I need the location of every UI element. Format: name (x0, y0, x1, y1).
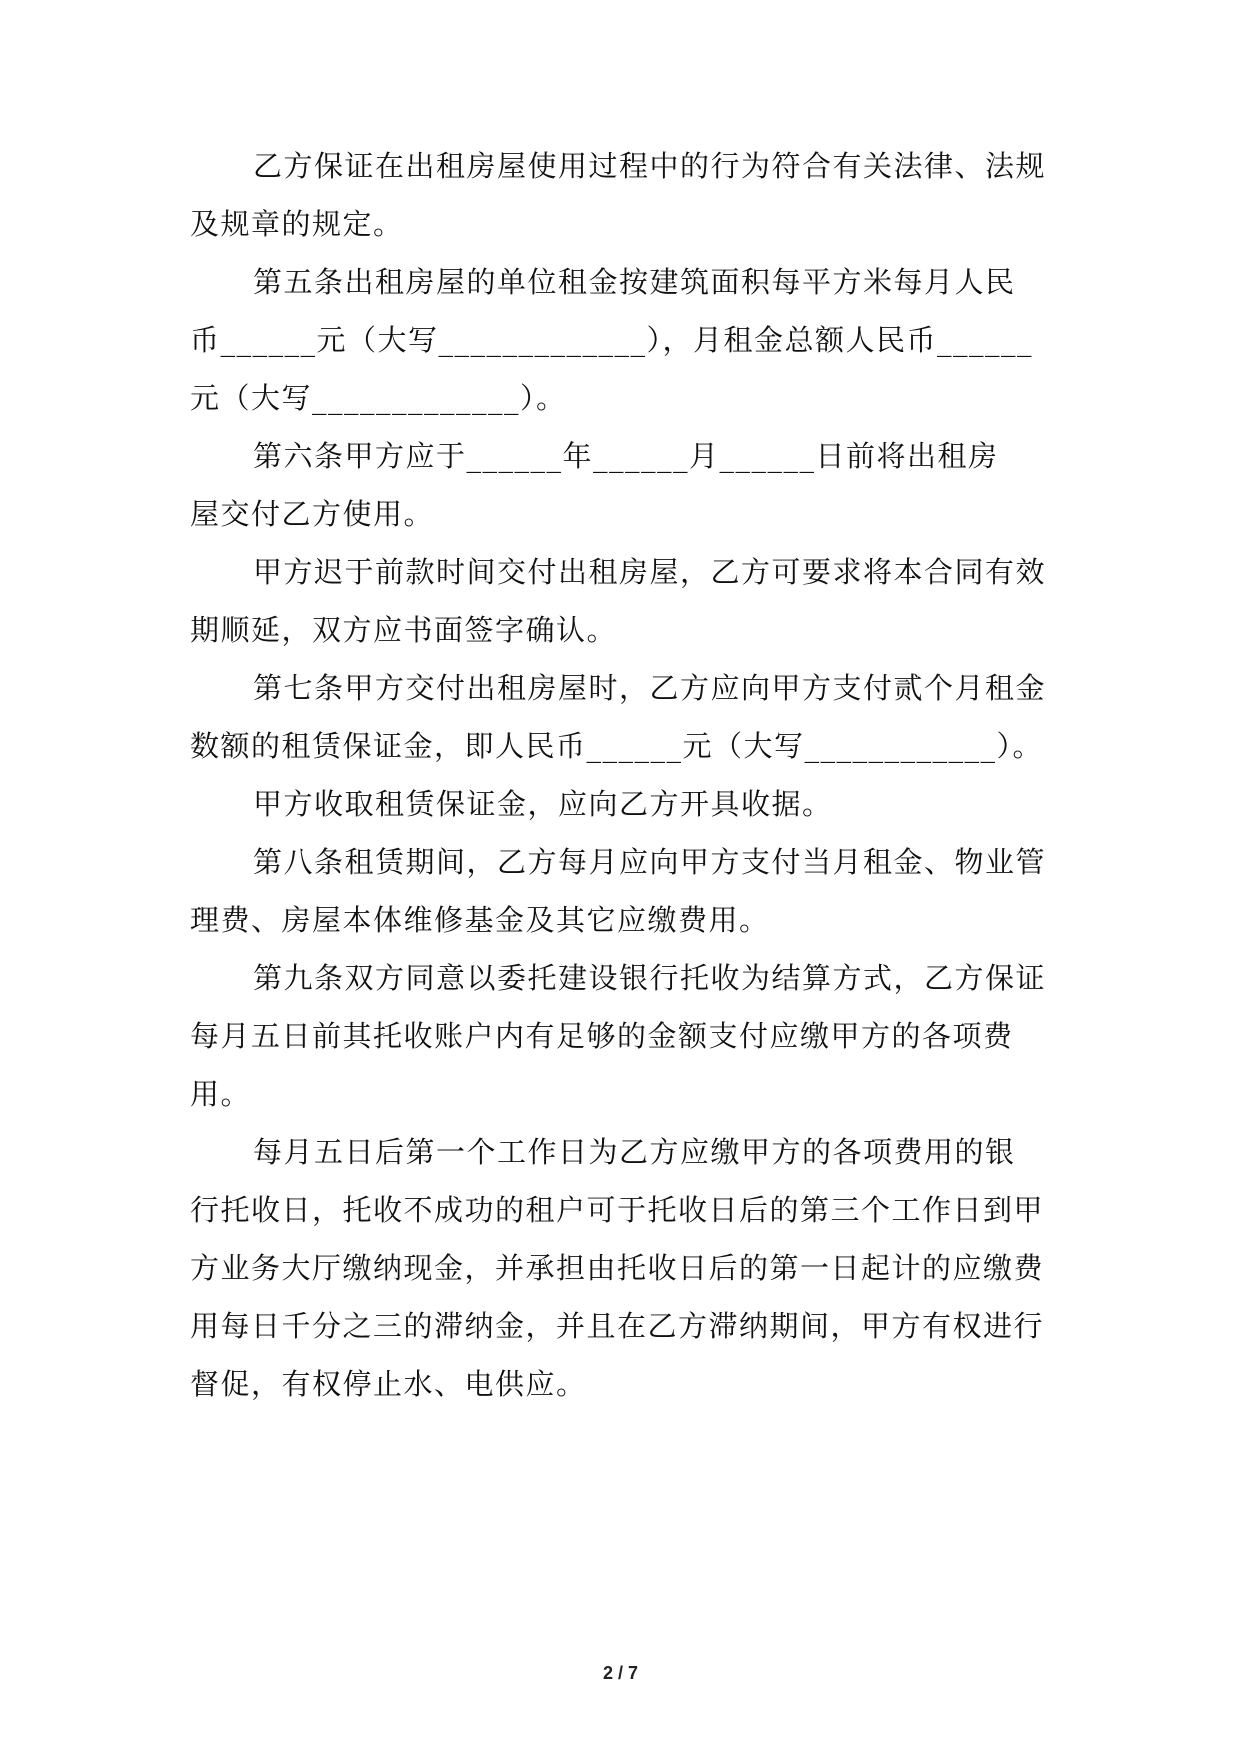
page-number: 2 / 7 (602, 1663, 639, 1683)
text-line: 屋交付乙方使用。 (190, 497, 435, 531)
text-line: 用每日千分之三的滞纳金，并且在乙方滞纳期间，甲方有权进行 (190, 1309, 1045, 1343)
text-line: 期顺延，双方应书面签字确认。 (190, 613, 618, 647)
text-line: 第七条甲方交付出租房屋时，乙方应向甲方支付贰个月租金 (253, 671, 1047, 705)
text-line: 督促，有权停止水、电供应。 (190, 1367, 587, 1401)
text-line: 元（大写_____________）。 (190, 381, 567, 415)
text-line: 第五条出租房屋的单位租金按建筑面积每平方米每月人民 (253, 265, 1016, 299)
text-line: 币______元（大写_____________），月租金总额人民币______ (190, 323, 1034, 357)
text-line: 每月五日前其托收账户内有足够的金额支付应缴甲方的各项费 (190, 1019, 1014, 1053)
text-line: 行托收日，托收不成功的租户可于托收日后的第三个工作日到甲 (190, 1193, 1045, 1227)
text-line: 每月五日后第一个工作日为乙方应缴甲方的各项费用的银 (253, 1135, 1016, 1169)
text-line: 第八条租赁期间，乙方每月应向甲方支付当月租金、物业管 (253, 845, 1047, 879)
text-line: 数额的租赁保证金，即人民币______元（大写____________）。 (190, 729, 1044, 763)
text-line: 用。 (190, 1077, 252, 1111)
text-line: 乙方保证在出租房屋使用过程中的行为符合有关法律、法规 (253, 149, 1047, 183)
text-line: 方业务大厅缴纳现金，并承担由托收日后的第一日起计的应缴费 (190, 1251, 1045, 1285)
text-line: 甲方收取租赁保证金，应向乙方开具收据。 (253, 787, 833, 821)
text-line: 甲方迟于前款时间交付出租房屋，乙方可要求将本合同有效 (253, 555, 1047, 589)
text-line: 理费、房屋本体维修基金及其它应缴费用。 (190, 903, 770, 937)
text-line: 第六条甲方应于______年______月______日前将出租房 (253, 439, 999, 473)
text-line: 及规章的规定。 (190, 207, 404, 241)
text-line: 第九条双方同意以委托建设银行托收为结算方式，乙方保证 (253, 961, 1047, 995)
